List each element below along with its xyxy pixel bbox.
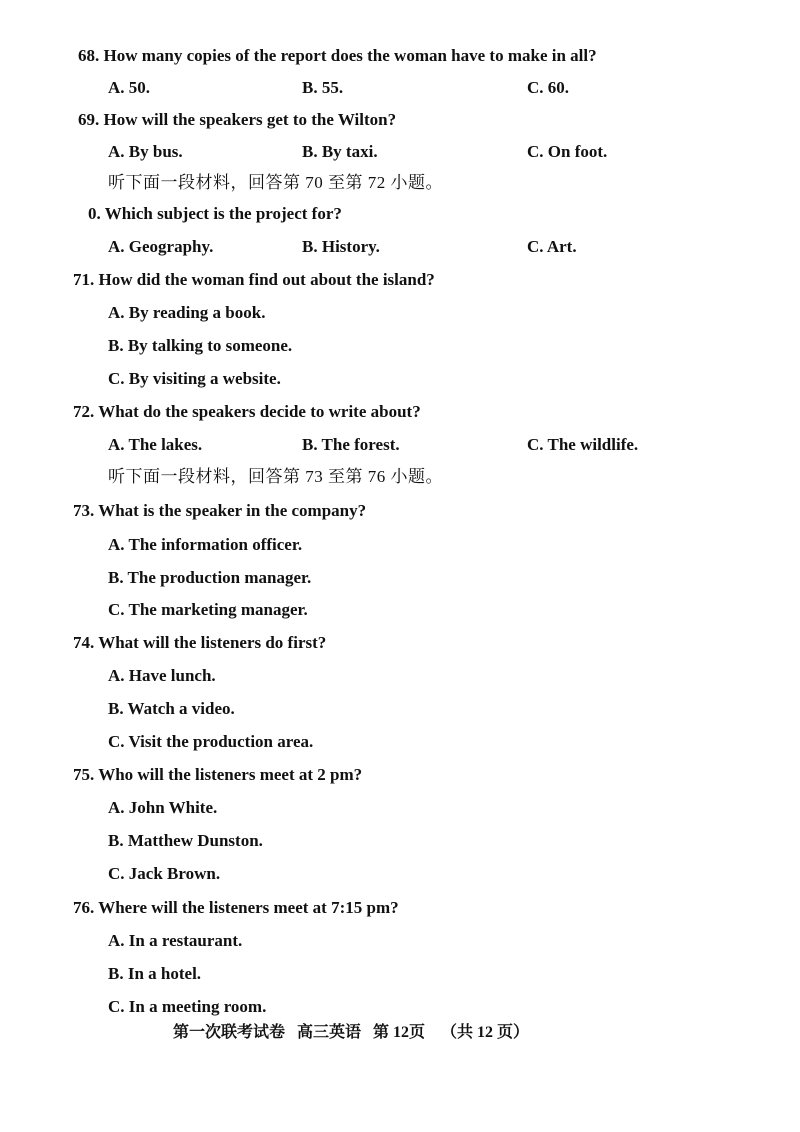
footer-total: （共 12 页） — [441, 1024, 530, 1041]
option-letter: C. — [527, 78, 544, 97]
question-number: 68. — [78, 46, 100, 65]
option-text: By reading a book. — [128, 303, 266, 322]
question-text: What do the speakers decide to write about? — [98, 402, 421, 421]
option-69-a — [108, 141, 183, 163]
option-75-b — [108, 830, 263, 852]
option-letter: B. — [302, 78, 318, 97]
question-text: How many copies of the report does the woman have to make in all? — [103, 46, 597, 65]
question-text: What is the speaker in the company? — [98, 501, 367, 520]
question-73 — [73, 500, 366, 522]
option-74-b — [108, 698, 235, 720]
question-75 — [73, 764, 362, 786]
option-letter: A. — [108, 237, 125, 256]
question-text: Which subject is the project for? — [104, 204, 342, 223]
option-text: The forest. — [321, 435, 400, 454]
option-letter: A. — [108, 435, 125, 454]
question-69 — [78, 109, 396, 131]
option-68-b — [302, 77, 343, 99]
question-number: 75. — [73, 765, 95, 784]
option-70-a — [108, 236, 213, 258]
option-69-c — [527, 141, 607, 163]
question-text: Who will the listeners meet at 2 pm? — [98, 765, 363, 784]
option-text: Geography. — [128, 237, 214, 256]
footer-exam: 第一次联考试卷 — [173, 1024, 286, 1041]
option-letter: B. — [108, 336, 124, 355]
question-68 — [78, 45, 597, 67]
option-letter: A. — [108, 303, 125, 322]
option-text: The production manager. — [127, 568, 312, 587]
option-text: By talking to someone. — [127, 336, 293, 355]
option-text: By visiting a website. — [128, 369, 281, 388]
option-letter: B. — [108, 831, 124, 850]
option-letter: B. — [108, 568, 124, 587]
option-text: In a restaurant. — [128, 931, 243, 950]
option-text: 55. — [321, 78, 344, 97]
option-text: 60. — [547, 78, 570, 97]
option-text: Matthew Dunston. — [127, 831, 263, 850]
option-70-c — [527, 236, 577, 258]
option-letter: A. — [108, 535, 125, 554]
question-number: 69. — [78, 110, 100, 129]
option-letter: C. — [108, 732, 125, 751]
question-number: 71. — [73, 270, 95, 289]
option-letter: C. — [527, 237, 544, 256]
option-letter: B. — [302, 435, 318, 454]
option-text: The information officer. — [128, 535, 303, 554]
option-letter: C. — [527, 435, 544, 454]
question-text: How did the woman find out about the island? — [98, 270, 435, 289]
option-letter: B. — [108, 699, 124, 718]
option-74-a — [108, 665, 216, 687]
option-71-a — [108, 302, 265, 324]
footer-page: 第 12页 — [373, 1024, 426, 1041]
question-74 — [73, 632, 326, 654]
option-text: Art. — [546, 237, 577, 256]
option-68-a — [108, 77, 150, 99]
option-69-b — [302, 141, 378, 163]
page-footer — [173, 1022, 529, 1044]
option-text: In a meeting room. — [128, 997, 267, 1016]
option-letter: C. — [108, 997, 125, 1016]
question-number: 76. — [73, 898, 95, 917]
question-number: 73. — [73, 501, 95, 520]
option-text: On foot. — [547, 142, 608, 161]
option-letter: A. — [108, 142, 125, 161]
option-text: By taxi. — [321, 142, 378, 161]
option-text: Watch a video. — [127, 699, 235, 718]
option-73-a — [108, 534, 302, 556]
question-text: Where will the listeners meet at 7:15 pm? — [98, 898, 399, 917]
question-number: 0. — [88, 204, 101, 223]
option-text: The wildlife. — [547, 435, 639, 454]
option-text: Jack Brown. — [128, 864, 221, 883]
section-instruction: 听下面一段材料，回答第 70 至第 72 小题。 — [108, 173, 443, 192]
option-text: The marketing manager. — [128, 600, 308, 619]
question-text: What will the listeners do first? — [98, 633, 327, 652]
option-letter: B. — [302, 142, 318, 161]
option-text: By bus. — [128, 142, 183, 161]
option-letter: C. — [108, 369, 125, 388]
option-71-b — [108, 335, 292, 357]
option-74-c — [108, 731, 313, 753]
option-72-c — [527, 434, 638, 456]
option-text: The lakes. — [128, 435, 203, 454]
option-text: 50. — [128, 78, 151, 97]
question-number: 72. — [73, 402, 95, 421]
footer-subject: 高三英语 — [297, 1024, 362, 1041]
option-73-c — [108, 599, 308, 621]
section-instruction: 听下面一段材料，回答第 73 至第 76 小题。 — [108, 467, 443, 486]
option-letter: A. — [108, 798, 125, 817]
option-text: John White. — [128, 798, 218, 817]
option-76-a — [108, 930, 242, 952]
question-number: 74. — [73, 633, 95, 652]
option-letter: B. — [108, 964, 124, 983]
option-75-c — [108, 863, 220, 885]
option-73-b — [108, 567, 311, 589]
question-71 — [73, 269, 435, 291]
question-72 — [73, 401, 421, 423]
question-76 — [73, 897, 399, 919]
option-text: Visit the production area. — [128, 732, 314, 751]
option-75-a — [108, 797, 217, 819]
option-letter: A. — [108, 931, 125, 950]
option-70-b — [302, 236, 380, 258]
option-letter: C. — [108, 864, 125, 883]
option-letter: B. — [302, 237, 318, 256]
option-letter: C. — [527, 142, 544, 161]
option-72-a — [108, 434, 202, 456]
question-70 — [88, 203, 342, 225]
option-72-b — [302, 434, 400, 456]
option-text: History. — [321, 237, 380, 256]
option-letter: A. — [108, 666, 125, 685]
option-68-c — [527, 77, 569, 99]
option-letter: C. — [108, 600, 125, 619]
option-71-c — [108, 368, 281, 390]
option-76-b — [108, 963, 201, 985]
option-76-c — [108, 996, 266, 1018]
question-text: How will the speakers get to the Wilton? — [103, 110, 397, 129]
option-text: Have lunch. — [128, 666, 216, 685]
option-text: In a hotel. — [127, 964, 202, 983]
option-letter: A. — [108, 78, 125, 97]
